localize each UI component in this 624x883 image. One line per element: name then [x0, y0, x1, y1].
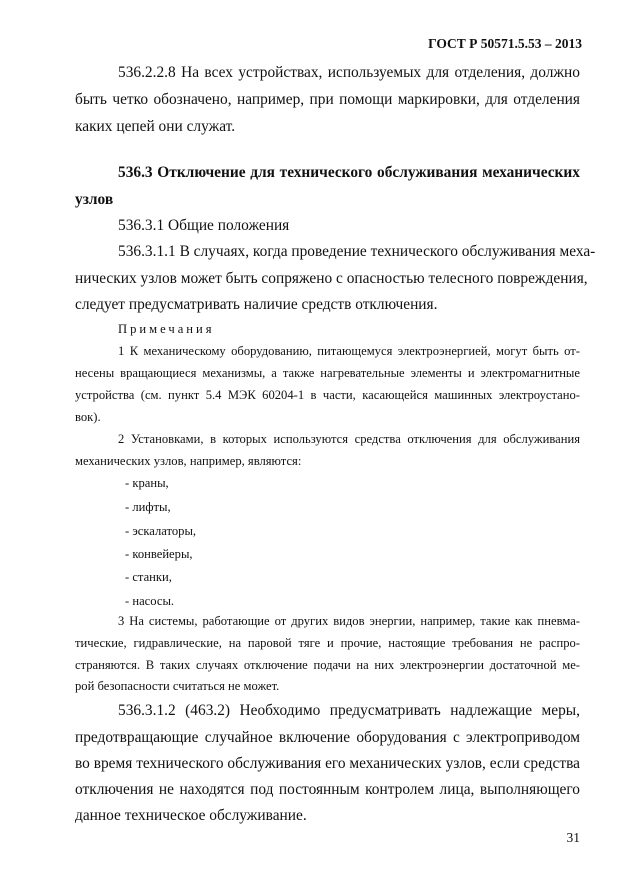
paragraph-line: нических узлов может быть сопряжено с опасностью телесного повреждения, [75, 270, 588, 287]
notes-heading: Примечания [118, 322, 215, 336]
note-line: устройства (см. пункт 5.4 МЭК 60204-1 в части, касающейся машинных электроустано- [75, 388, 580, 402]
paragraph-line: во время технического обслуживания его механических узлов, если средства [75, 755, 580, 772]
list-item: - насосы. [125, 594, 175, 608]
note-line: 2 Установками, в которых используются средства отключения для обслуживания [118, 432, 580, 446]
paragraph-line: быть четко обозначено, например, при помощи маркировки, для отделения [75, 91, 580, 108]
note-line: тические, гидравлические, на паровой тяге и прочие, настоящие требования не распро- [75, 636, 580, 650]
paragraph-line: следует предусматривать наличие средств отключения. [75, 296, 438, 313]
section-heading-line: 536.3 Отключение для технического обслуживания механических [118, 164, 580, 181]
note-line: 3 На системы, работающие от других видов энергии, например, такие как пневма- [118, 614, 580, 628]
note-line: механических узлов, например, являются: [75, 454, 302, 468]
paragraph-line: 536.3.1.1 В случаях, когда проведение технического обслуживания меха- [118, 243, 596, 260]
subsection-title-536-3-1: 536.3.1 Общие положения [118, 217, 290, 234]
paragraph-line: предотвращающие случайное включение оборудования с электроприводом [75, 729, 580, 746]
list-item: - конвейеры, [125, 547, 193, 561]
list-item: - краны, [125, 476, 169, 490]
list-item: - лифты, [125, 500, 171, 514]
section-heading-line: узлов [75, 191, 114, 208]
document-header: ГОСТ Р 50571.5.53 – 2013 [428, 36, 582, 51]
paragraph-line: данное техническое обслуживание. [75, 807, 307, 824]
paragraph-line: каких цепей они служат. [75, 118, 236, 135]
paragraph-line: 536.2.2.8 На всех устройствах, используемых для отделения, должно [118, 64, 580, 81]
note-line: страняются. В таких случаях отключение подачи на них электроэнергии достаточной ме- [75, 658, 580, 672]
note-line: рой безопасности считаться не может. [75, 679, 280, 693]
note-line: 1 К механическому оборудованию, питающемуся электроэнергией, могут быть от- [118, 344, 580, 358]
paragraph-line: 536.3.1.2 (463.2) Необходимо предусматривать надлежащие меры, [118, 702, 580, 719]
paragraph-line: отключения не находятся под постоянным контролем лица, выполняющего [75, 781, 580, 798]
note-line: несены вращающиеся механизмы, а также нагревательные элементы и электромагнитные [75, 366, 580, 380]
page-number: 31 [566, 830, 580, 845]
list-item: - эскалаторы, [125, 524, 197, 538]
list-item: - станки, [125, 570, 172, 584]
note-line: вок). [75, 410, 101, 424]
